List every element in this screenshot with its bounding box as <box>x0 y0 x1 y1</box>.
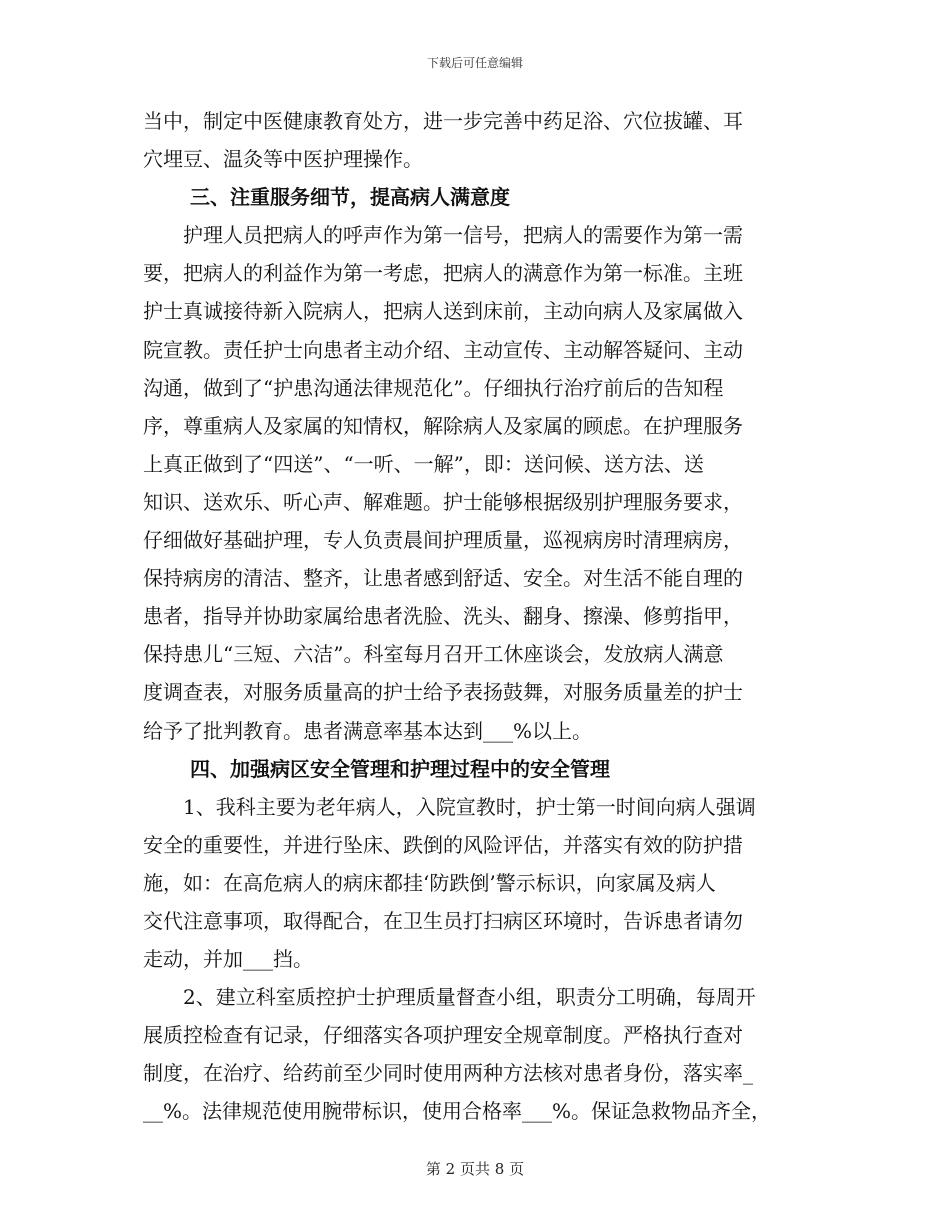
text-line: 度调查表，对服务质量高的护士给予表扬鼓舞，对服务质量差的护士 <box>143 680 743 705</box>
text-line: 1、我科主要为老年病人，入院宣教时，护士第一时间向病人强调 <box>143 794 756 819</box>
section-heading-3: 三、注重服务细节，提高病人满意度 <box>190 185 510 210</box>
text-line: 穴埋豆、温灸等中医护理操作。 <box>143 147 423 172</box>
text-line: 保持患儿“三短、六洁”。科室每月召开工休座谈会，发放病人满意 <box>143 642 724 667</box>
document-body <box>143 102 805 1131</box>
text-line: __%。法律规范使用腕带标识，使用合格率___%。保证急救物品齐全， <box>143 1099 772 1124</box>
text-line: 保持病房的清洁、整齐，让患者感到舒适、安全。对生活不能自理的 <box>143 566 743 591</box>
text-line: 制度，在治疗、给药前至少同时使用两种方法核对患者身份，落实率_ <box>143 1061 753 1086</box>
text-line: 给予了批判教育。患者满意率基本达到___%以上。 <box>143 718 593 743</box>
section-heading-4: 四、加强病区安全管理和护理过程中的安全管理 <box>190 756 610 781</box>
text-line: 院宣教。责任护士向患者主动介绍、主动宣传、主动解答疑问、主动 <box>143 337 743 362</box>
text-line: 患者，指导并协助家属给患者洗脸、洗头、翻身、擦澡、修剪指甲， <box>143 604 743 629</box>
text-line: 要，把病人的利益作为第一考虑，把病人的满意作为第一标准。主班 <box>143 261 743 286</box>
text-line: 走动，并加___挡。 <box>143 947 313 972</box>
text-line: 当中，制定中医健康教育处方，进一步完善中药足浴、穴位拔罐、耳 <box>143 109 743 133</box>
text-line: 2、建立科室质控护士护理质量督查小组，职责分工明确，每周开 <box>143 985 756 1010</box>
text-line: 沟通，做到了“护患沟通法律规范化”。仔细执行治疗前后的告知程 <box>143 375 724 400</box>
text-line: 护士真诚接待新入院病人，把病人送到床前，主动向病人及家属做入 <box>143 299 743 324</box>
text-line: 护理人员把病人的呼声作为第一信号，把病人的需要作为第一需 <box>143 223 743 248</box>
text-line: 序，尊重病人及家属的知情权，解除病人及家属的顾虑。在护理服务 <box>143 413 743 438</box>
page-header: 下载后可任意编辑 <box>426 56 523 70</box>
text-line: 知识、送欢乐、听心声、解难题。护士能够根据级别护理服务要求， <box>143 489 743 514</box>
text-line: 安全的重要性，并进行坠床、跌倒的风险评估，并落实有效的防护措 <box>143 832 743 857</box>
text-line: 交代注意事项，取得配合，在卫生员打扫病区环境时，告诉患者请勿 <box>143 908 743 933</box>
text-line: 仔细做好基础护理，专人负责晨间护理质量，巡视病房时清理病房， <box>143 528 743 553</box>
page-number: 第 2 页共 8 页 <box>425 1160 525 1178</box>
text-line: 展质控检查有记录，仔细落实各项护理安全规章制度。严格执行查对 <box>143 1023 743 1048</box>
text-line: 施，如：在高危病人的病床都挂‘防跌倒’警示标识，向家属及病人 <box>143 870 716 895</box>
text-line: 上真正做到了“四送”、“一听、一解”，即：送问候、送方法、送 <box>143 451 704 476</box>
